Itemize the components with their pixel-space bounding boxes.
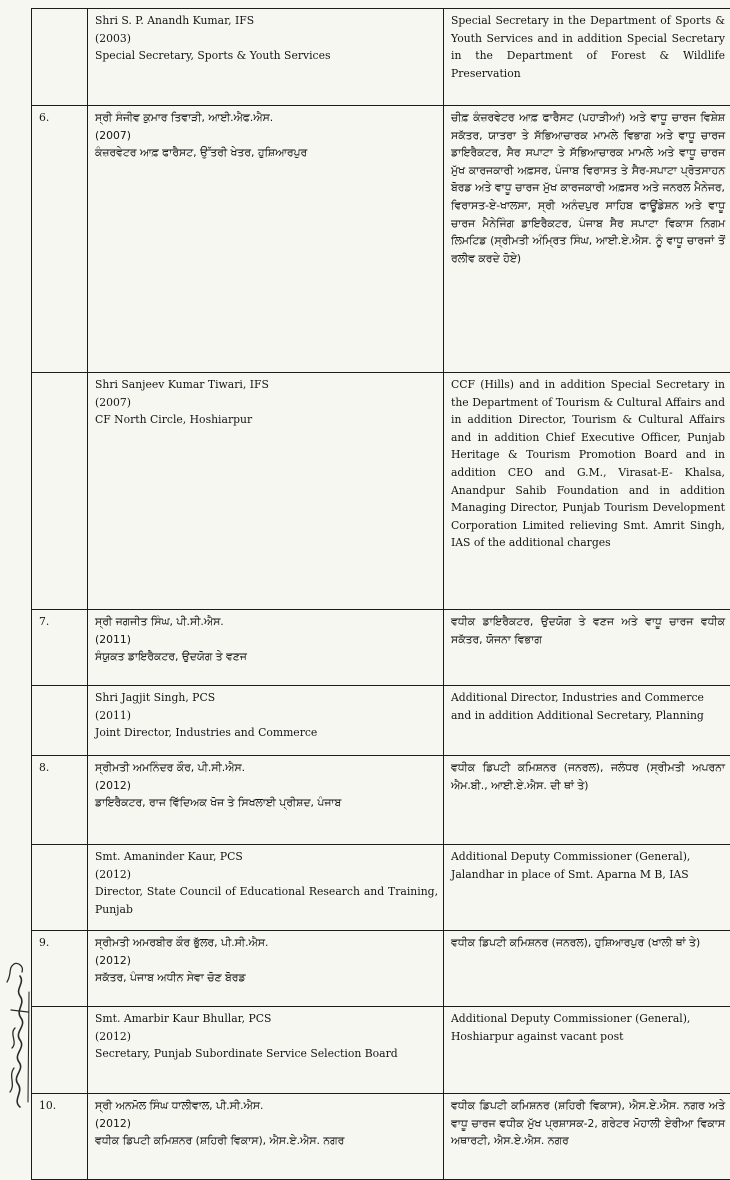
officer-cell bbox=[88, 9, 444, 106]
officer-batch: (2012) bbox=[95, 777, 438, 795]
officer-batch: (2012) bbox=[95, 1028, 438, 1046]
serial-number bbox=[32, 373, 88, 610]
signature-icon bbox=[0, 952, 38, 1112]
serial-number: 8. bbox=[32, 756, 88, 845]
officer-name: Shri S. P. Anandh Kumar, IFS bbox=[95, 12, 438, 30]
officer-cell bbox=[88, 845, 444, 931]
officer-cell bbox=[88, 373, 444, 610]
officer-batch: (2012) bbox=[95, 952, 438, 970]
officer-cell bbox=[88, 931, 444, 1007]
current-posting: ਕੰਜ਼ਰਵੇਟਰ ਆਫ਼ ਫਾਰੈਸਟ, ਉੱਤਰੀ ਖੇਤਰ, ਹੁਸ਼ਿਆਰਪੁਰ bbox=[95, 144, 438, 162]
table-row bbox=[32, 1007, 730, 1094]
serial-number bbox=[32, 9, 88, 106]
table-row bbox=[32, 686, 730, 756]
new-posting: ਵਧੀਕ ਡਿਪਟੀ ਕਮਿਸ਼ਨਰ (ਸ਼ਹਿਰੀ ਵਿਕਾਸ), ਐਸ.ਏ.ਐਸ. ਨਗਰ ਅਤੇ ਵਾਧੂ ਚਾਰਜ ਵਧੀਕ ਮੁੱਖ ਪ੍ਰਸ਼ਾਸਕ-2, ਗਰੇਟਰ ਮੋਹਾਲੀ ਏਰੀਆ ਵਿਕਾਸ ਅਥਾਰਟੀ, ਐਸ.ਏ.ਐਸ. ਨਗਰ bbox=[444, 1094, 730, 1180]
table-row bbox=[32, 373, 730, 610]
officer-name: Shri Jagjit Singh, PCS bbox=[95, 689, 438, 707]
officer-batch: (2012) bbox=[95, 1115, 438, 1133]
new-posting: ਚੀਫ਼ ਕੰਜ਼ਰਵੇਟਰ ਆਫ਼ ਫਾਰੈਸਟ (ਪਹਾੜੀਆਂ) ਅਤੇ ਵਾਧੂ ਚਾਰਜ ਵਿਸ਼ੇਸ਼ ਸਕੱਤਰ, ਯਾਤਰਾ ਤੇ ਸੱਭਿਆਚਾਰਕ ਮਾਮਲੇ ਵਿਭਾਗ ਅਤੇ ਵਾਧੂ ਚਾਰਜ ਡਾਇਰੈਕਟਰ, ਸੈਰ ਸਪਾਟਾ ਤੇ ਸੱਭਿਆਚਾਰਕ ਮਾਮਲੇ ਅਤੇ ਵਾਧੂ ਚਾਰਜ ਮੁੱਖ ਕਾਰਜਕਾਰੀ ਅਫ਼ਸਰ, ਪੰਜਾਬ ਵਿਰਾਸਤ ਤੇ ਸੈਰ-ਸਪਾਟਾ ਪ੍ਰੋਤਸਾਹਨ ਬੋਰਡ ਅਤੇ ਵਾਧੂ ਚਾਰਜ ਮੁੱਖ ਕਾਰਜਕਾਰੀ ਅਫ਼ਸਰ ਅਤੇ ਜਨਰਲ ਮੈਨੇਜਰ, ਵਿਰਾਸਤ-ਏ-ਖਾਲਸਾ, ਸ੍ਰੀ ਅਨੰਦਪੁਰ ਸਾਹਿਬ ਫਾਊਂਡੇਸ਼ਨ ਅਤੇ ਵਾਧੂ ਚਾਰਜ ਮੈਨੇਜਿੰਗ ਡਾਇਰੈਕਟਰ, ਪੰਜਾਬ ਸੈਰ ਸਪਾਟਾ ਵਿਕਾਸ ਨਿਗਮ ਲਿਮਟਿਡ (ਸ੍ਰੀਮਤੀ ਅੰਮ੍ਰਿਤ ਸਿੰਘ, ਆਈ.ਏ.ਐਸ. ਨੂੰ ਵਾਧੂ ਚਾਰਜਾਂ ਤੋਂ ਰਲੀਵ ਕਰਦੇ ਹੋਏ) bbox=[444, 106, 730, 373]
officer-name: ਸ੍ਰੀਮਤੀ ਅਮਰਬੀਰ ਕੌਰ ਭੁੱਲਰ, ਪੀ.ਸੀ.ਐਸ. bbox=[95, 934, 438, 952]
current-posting: ਡਾਇਰੈਕਟਰ, ਰਾਜ ਵਿੱਦਿਅਕ ਖੋਜ ਤੇ ਸਿਖਲਾਈ ਪ੍ਰੀਸ਼ਦ, ਪੰਜਾਬ bbox=[95, 794, 438, 812]
new-posting: CCF (Hills) and in addition Special Secretary in the Department of Tourism & Cultural Affairs and in addition Director, Tourism & Cultural Affairs and in addition Chief Executive Officer, Punjab Heritage & Tourism Promotion Board and in addition CEO and G.M., Virasat-E- Khalsa, Anandpur Sahib Foundation and in addition Managing Director, Punjab Tourism Development Corporation Limited relieving Smt. Amrit Singh, IAS of the additional charges bbox=[444, 373, 730, 610]
table-row bbox=[32, 931, 730, 1007]
officer-name: ਸ੍ਰੀ ਸੰਜੀਵ ਕੁਮਾਰ ਤਿਵਾੜੀ, ਆਈ.ਐਫ.ਐਸ. bbox=[95, 109, 438, 127]
serial-number bbox=[32, 845, 88, 931]
new-posting: Additional Director, Industries and Commerce and in addition Additional Secretary, Planning bbox=[444, 686, 730, 756]
officer-batch: (2007) bbox=[95, 127, 438, 145]
officer-cell bbox=[88, 610, 444, 686]
new-posting: Special Secretary in the Department of Sports & Youth Services and in addition Special Secretary in the Department of Forest & Wildlife Preservation bbox=[444, 9, 730, 106]
new-posting: ਵਧੀਕ ਡਿਪਟੀ ਕਮਿਸ਼ਨਰ (ਜਨਰਲ), ਹੁਸ਼ਿਆਰਪੁਰ (ਖਾਲੀ ਥਾਂ ਤੇ) bbox=[444, 931, 730, 1007]
officer-batch: (2011) bbox=[95, 631, 438, 649]
officer-batch: (2003) bbox=[95, 30, 438, 48]
serial-number bbox=[32, 686, 88, 756]
new-posting: ਵਧੀਕ ਡਿਪਟੀ ਕਮਿਸ਼ਨਰ (ਜਨਰਲ), ਜਲੰਧਰ (ਸ੍ਰੀਮਤੀ ਅਪਰਨਾ ਐਮ.ਬੀ., ਆਈ.ਏ.ਐਸ. ਦੀ ਥਾਂ ਤੇ) bbox=[444, 756, 730, 845]
table-row bbox=[32, 845, 730, 931]
officer-batch: (2012) bbox=[95, 866, 438, 884]
table-row bbox=[32, 1094, 730, 1180]
handwritten-signature bbox=[0, 952, 38, 1112]
officer-cell bbox=[88, 686, 444, 756]
officer-cell bbox=[88, 756, 444, 845]
officer-name: ਸ੍ਰੀ ਜਗਜੀਤ ਸਿੰਘ, ਪੀ.ਸੀ.ਐਸ. bbox=[95, 613, 438, 631]
serial-number: 10. bbox=[32, 1094, 88, 1180]
table-row bbox=[32, 9, 730, 106]
officer-batch: (2007) bbox=[95, 394, 438, 412]
current-posting: Director, State Council of Educational Research and Training, Punjab bbox=[95, 883, 438, 918]
new-posting: Additional Deputy Commissioner (General), Hoshiarpur against vacant post bbox=[444, 1007, 730, 1094]
officer-cell bbox=[88, 1094, 444, 1180]
current-posting: Special Secretary, Sports & Youth Services bbox=[95, 47, 438, 65]
officer-name: Shri Sanjeev Kumar Tiwari, IFS bbox=[95, 376, 438, 394]
current-posting: ਵਧੀਕ ਡਿਪਟੀ ਕਮਿਸ਼ਨਰ (ਸ਼ਹਿਰੀ ਵਿਕਾਸ), ਐਸ.ਏ.ਐਸ. ਨਗਰ bbox=[95, 1132, 438, 1150]
current-posting: Joint Director, Industries and Commerce bbox=[95, 724, 438, 742]
serial-number: 7. bbox=[32, 610, 88, 686]
officer-name: Smt. Amaninder Kaur, PCS bbox=[95, 848, 438, 866]
transfer-orders-table bbox=[31, 8, 730, 1180]
officer-name: ਸ੍ਰੀ ਅਨਮੋਲ ਸਿੰਘ ਧਾਲੀਵਾਲ, ਪੀ.ਸੀ.ਐਸ. bbox=[95, 1097, 438, 1115]
current-posting: ਸੰਯੁਕਤ ਡਾਇਰੈਕਟਰ, ਉਦਯੋਗ ਤੇ ਵਣਜ bbox=[95, 648, 438, 666]
officer-cell bbox=[88, 1007, 444, 1094]
current-posting: ਸਕੱਤਰ, ਪੰਜਾਬ ਅਧੀਨ ਸੇਵਾ ਚੋਣ ਬੋਰਡ bbox=[95, 969, 438, 987]
table-row bbox=[32, 756, 730, 845]
current-posting: Secretary, Punjab Subordinate Service Selection Board bbox=[95, 1045, 438, 1063]
new-posting: Additional Deputy Commissioner (General), Jalandhar in place of Smt. Aparna M B, IAS bbox=[444, 845, 730, 931]
serial-number: 9. bbox=[32, 931, 88, 1007]
officer-name: Smt. Amarbir Kaur Bhullar, PCS bbox=[95, 1010, 438, 1028]
table-row bbox=[32, 610, 730, 686]
serial-number: 6. bbox=[32, 106, 88, 373]
serial-number bbox=[32, 1007, 88, 1094]
current-posting: CF North Circle, Hoshiarpur bbox=[95, 411, 438, 429]
officer-cell bbox=[88, 106, 444, 373]
new-posting: ਵਧੀਕ ਡਾਇਰੈਕਟਰ, ਉਦਯੋਗ ਤੇ ਵਣਜ ਅਤੇ ਵਾਧੂ ਚਾਰਜ ਵਧੀਕ ਸਕੱਤਰ, ਯੋਜਨਾ ਵਿਭਾਗ bbox=[444, 610, 730, 686]
table-row bbox=[32, 106, 730, 373]
officer-name: ਸ੍ਰੀਮਤੀ ਅਮਨਿੰਦਰ ਕੌਰ, ਪੀ.ਸੀ.ਐਸ. bbox=[95, 759, 438, 777]
officer-batch: (2011) bbox=[95, 707, 438, 725]
